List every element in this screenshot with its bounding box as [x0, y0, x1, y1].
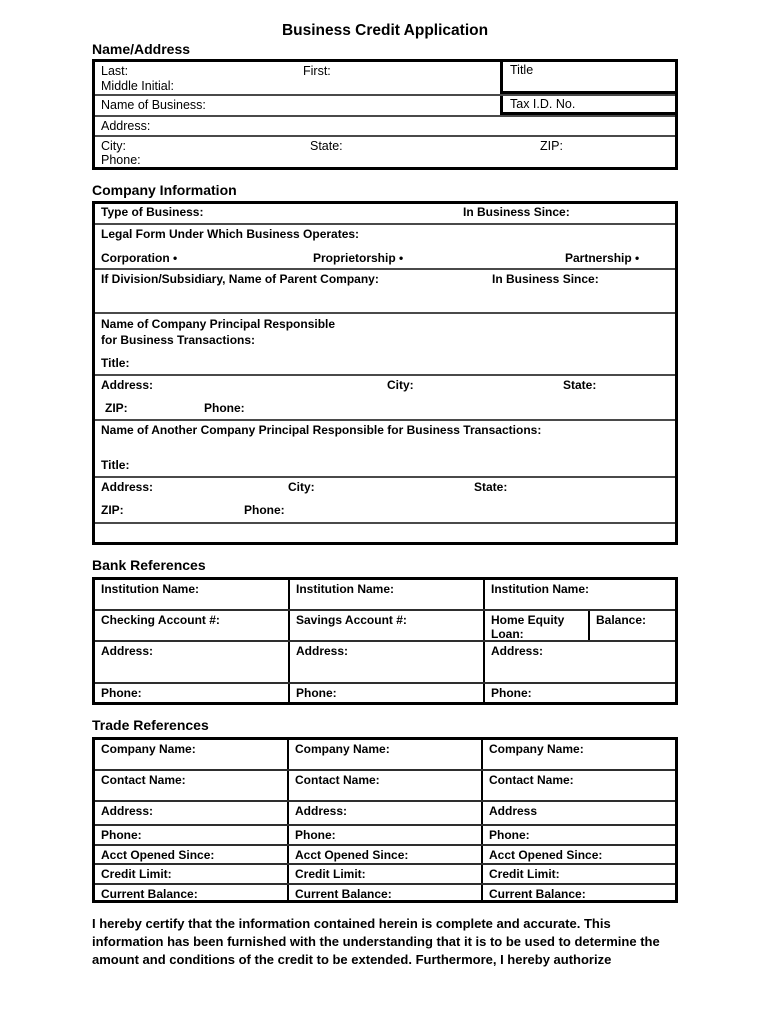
- another-address-label: Address:: [101, 480, 154, 494]
- tax-id-label: Tax I.D. No.: [510, 97, 576, 111]
- trade-address-cell-3[interactable]: [481, 802, 675, 824]
- another-principal-row[interactable]: [95, 419, 675, 476]
- trade-contact-cell-2[interactable]: [287, 771, 481, 800]
- bank-institution-label-1: Institution Name:: [101, 582, 199, 596]
- trade-address-label-3: Address: [489, 804, 538, 818]
- another-city-label: City:: [288, 480, 315, 494]
- principal-zip-label: ZIP:: [105, 401, 128, 415]
- trade-company-cell-1[interactable]: [95, 740, 287, 769]
- trade-contact-label-2: Contact Name:: [295, 773, 380, 787]
- bank-address-label-1: Address:: [101, 644, 154, 658]
- trade-phone-label-2: Phone:: [295, 828, 336, 842]
- trade-acct-opened-label-3: Acct Opened Since:: [489, 848, 603, 862]
- trade-references-table: [92, 737, 678, 903]
- company-information-table: [92, 201, 678, 545]
- principal-title-label: Title:: [101, 356, 130, 370]
- trade-address-label-1: Address:: [101, 804, 154, 818]
- another-address-row[interactable]: [95, 476, 675, 522]
- bank-home-equity-label-line2: Loan:: [491, 627, 524, 640]
- section-heading-trade-references: Trade References: [92, 717, 209, 733]
- principal-state-label: State:: [563, 378, 597, 392]
- section-heading-name-address: Name/Address: [92, 41, 191, 57]
- city-state-zip-phone-row[interactable]: [95, 135, 675, 167]
- another-principal-label: Name of Another Company Principal Responsible for Business Transactions:: [101, 423, 542, 437]
- bank-institution-cell-2[interactable]: [288, 580, 483, 609]
- another-zip-label: ZIP:: [101, 503, 124, 517]
- bank-references-table: [92, 577, 678, 705]
- in-business-since-label: In Business Since:: [463, 205, 570, 219]
- trade-company-label-2: Company Name:: [295, 742, 390, 756]
- trade-company-label-1: Company Name:: [101, 742, 196, 756]
- trade-credit-limit-row: [95, 863, 675, 883]
- trade-phone-label-1: Phone:: [101, 828, 142, 842]
- trade-contact-label-1: Contact Name:: [101, 773, 186, 787]
- bank-balance-cell[interactable]: [588, 611, 675, 640]
- section-heading-company-information: Company Information: [92, 182, 237, 198]
- bank-checking-cell[interactable]: [95, 611, 288, 640]
- bank-balance-label: Balance:: [596, 613, 647, 627]
- trade-credit-limit-label-2: Credit Limit:: [295, 867, 366, 881]
- bank-address-cell-3[interactable]: [483, 642, 675, 682]
- bank-home-equity-balance-cell: [483, 611, 675, 640]
- trade-credit-limit-cell-1[interactable]: [95, 865, 287, 883]
- bank-institution-label-2: Institution Name:: [296, 582, 394, 596]
- bank-savings-label: Savings Account #:: [296, 613, 407, 627]
- page-title: Business Credit Application: [281, 22, 489, 39]
- principal-address-label: Address:: [101, 378, 154, 392]
- title-cell[interactable]: [500, 62, 675, 94]
- trade-phone-cell-1[interactable]: [95, 826, 287, 844]
- bank-phone-label-1: Phone:: [101, 686, 142, 700]
- bank-address-row: [95, 640, 675, 682]
- trade-address-label-2: Address:: [295, 804, 348, 818]
- principal-phone-label: Phone:: [204, 401, 245, 415]
- bank-address-cell-1[interactable]: [95, 642, 288, 682]
- trade-current-balance-label-1: Current Balance:: [101, 887, 198, 901]
- legal-form-option-corporation[interactable]: Corporation •: [101, 251, 178, 265]
- tax-id-cell[interactable]: [500, 96, 675, 115]
- business-name-row: [95, 94, 675, 115]
- bank-account-row: [95, 609, 675, 640]
- trade-contact-row: [95, 769, 675, 800]
- phone-label: Phone:: [101, 153, 141, 167]
- another-phone-label: Phone:: [244, 503, 285, 517]
- trade-company-label-3: Company Name:: [489, 742, 584, 756]
- trade-contact-label-3: Contact Name:: [489, 773, 574, 787]
- trade-current-balance-cell-2[interactable]: [287, 885, 481, 903]
- principal-label-line2: for Business Transactions:: [101, 333, 256, 347]
- trade-acct-opened-cell-3[interactable]: [481, 846, 675, 863]
- trade-credit-limit-cell-3[interactable]: [481, 865, 675, 883]
- last-name-label: Last:: [101, 64, 129, 78]
- trade-current-balance-row: [95, 883, 675, 903]
- trade-credit-limit-cell-2[interactable]: [287, 865, 481, 883]
- bank-phone-row: [95, 682, 675, 702]
- principal-address-row[interactable]: [95, 374, 675, 419]
- legal-form-option-partnership[interactable]: Partnership •: [565, 251, 640, 265]
- state-label: State:: [310, 139, 343, 153]
- bank-home-equity-cell[interactable]: [485, 611, 588, 640]
- principal-label-line1: Name of Company Principal Responsible: [101, 317, 336, 331]
- bank-savings-cell[interactable]: [288, 611, 483, 640]
- trade-phone-cell-3[interactable]: [481, 826, 675, 844]
- trade-current-balance-cell-1[interactable]: [95, 885, 287, 903]
- trade-company-cell-2[interactable]: [287, 740, 481, 769]
- bank-institution-label-3: Institution Name:: [491, 582, 589, 596]
- bank-phone-label-3: Phone:: [491, 686, 532, 700]
- trade-address-cell-1[interactable]: [95, 802, 287, 824]
- trade-current-balance-label-2: Current Balance:: [295, 887, 392, 901]
- trade-current-balance-label-3: Current Balance:: [489, 887, 586, 901]
- bank-checking-label: Checking Account #:: [101, 613, 220, 627]
- trade-address-cell-2[interactable]: [287, 802, 481, 824]
- trade-acct-opened-label-1: Acct Opened Since:: [101, 848, 215, 862]
- bank-institution-row: [95, 580, 675, 609]
- bank-home-equity-label-line1: Home Equity: [491, 613, 565, 627]
- bank-phone-cell-1[interactable]: [95, 684, 288, 702]
- trade-phone-label-3: Phone:: [489, 828, 530, 842]
- bank-phone-label-2: Phone:: [296, 686, 337, 700]
- parent-company-label: If Division/Subsidiary, Name of Parent Company:: [101, 272, 379, 286]
- name-address-table: [92, 59, 678, 170]
- address-label: Address:: [101, 119, 151, 133]
- last-first-middle-cell[interactable]: [95, 62, 500, 94]
- trade-contact-cell-1[interactable]: [95, 771, 287, 800]
- trade-company-row: [95, 740, 675, 769]
- company-info-empty-row[interactable]: [95, 522, 675, 542]
- address-row[interactable]: [95, 115, 675, 135]
- name-row: [95, 62, 675, 94]
- another-state-label: State:: [474, 480, 508, 494]
- principal-city-label: City:: [387, 378, 414, 392]
- trade-phone-row: [95, 824, 675, 844]
- bank-address-label-2: Address:: [296, 644, 349, 658]
- trade-acct-opened-label-2: Acct Opened Since:: [295, 848, 409, 862]
- legal-form-label: Legal Form Under Which Business Operates:: [101, 227, 360, 241]
- type-of-business-row[interactable]: [95, 204, 675, 223]
- business-name-cell[interactable]: [95, 96, 500, 115]
- bank-address-cell-2[interactable]: [288, 642, 483, 682]
- trade-contact-cell-3[interactable]: [481, 771, 675, 800]
- trade-acct-opened-cell-1[interactable]: [95, 846, 287, 863]
- certification-text: I hereby certify that the information contained herein is complete and accurate. This information has been furnished with the understanding that it is to be used to determine the amount and conditions of the credit to be extended. Furthermore, I hereby authorize: [92, 916, 660, 967]
- legal-form-option-proprietorship[interactable]: Proprietorship •: [313, 251, 404, 265]
- legal-form-row[interactable]: [95, 223, 675, 268]
- trade-address-row: [95, 800, 675, 824]
- bank-address-label-3: Address:: [491, 644, 544, 658]
- trade-credit-limit-label-1: Credit Limit:: [101, 867, 172, 881]
- trade-phone-cell-2[interactable]: [287, 826, 481, 844]
- trade-acct-opened-row: [95, 844, 675, 863]
- trade-acct-opened-cell-2[interactable]: [287, 846, 481, 863]
- parent-in-business-since-label: In Business Since:: [492, 272, 599, 286]
- trade-company-cell-3[interactable]: [481, 740, 675, 769]
- bank-phone-cell-2[interactable]: [288, 684, 483, 702]
- trade-credit-limit-label-3: Credit Limit:: [489, 867, 560, 881]
- bank-institution-cell-3[interactable]: [483, 580, 675, 609]
- principal-row[interactable]: [95, 312, 675, 374]
- type-of-business-label: Type of Business:: [101, 205, 204, 219]
- bank-phone-cell-3[interactable]: [483, 684, 675, 702]
- title-label: Title: [510, 63, 534, 77]
- business-name-label: Name of Business:: [101, 98, 206, 112]
- section-heading-bank-references: Bank References: [92, 557, 206, 573]
- city-label: City:: [101, 139, 126, 153]
- parent-company-row[interactable]: [95, 268, 675, 312]
- trade-current-balance-cell-3[interactable]: [481, 885, 675, 903]
- first-name-label: First:: [303, 64, 331, 78]
- another-principal-title-label: Title:: [101, 458, 130, 472]
- zip-label: ZIP:: [540, 139, 563, 153]
- middle-initial-label: Middle Initial:: [101, 79, 174, 93]
- bank-institution-cell-1[interactable]: [95, 580, 288, 609]
